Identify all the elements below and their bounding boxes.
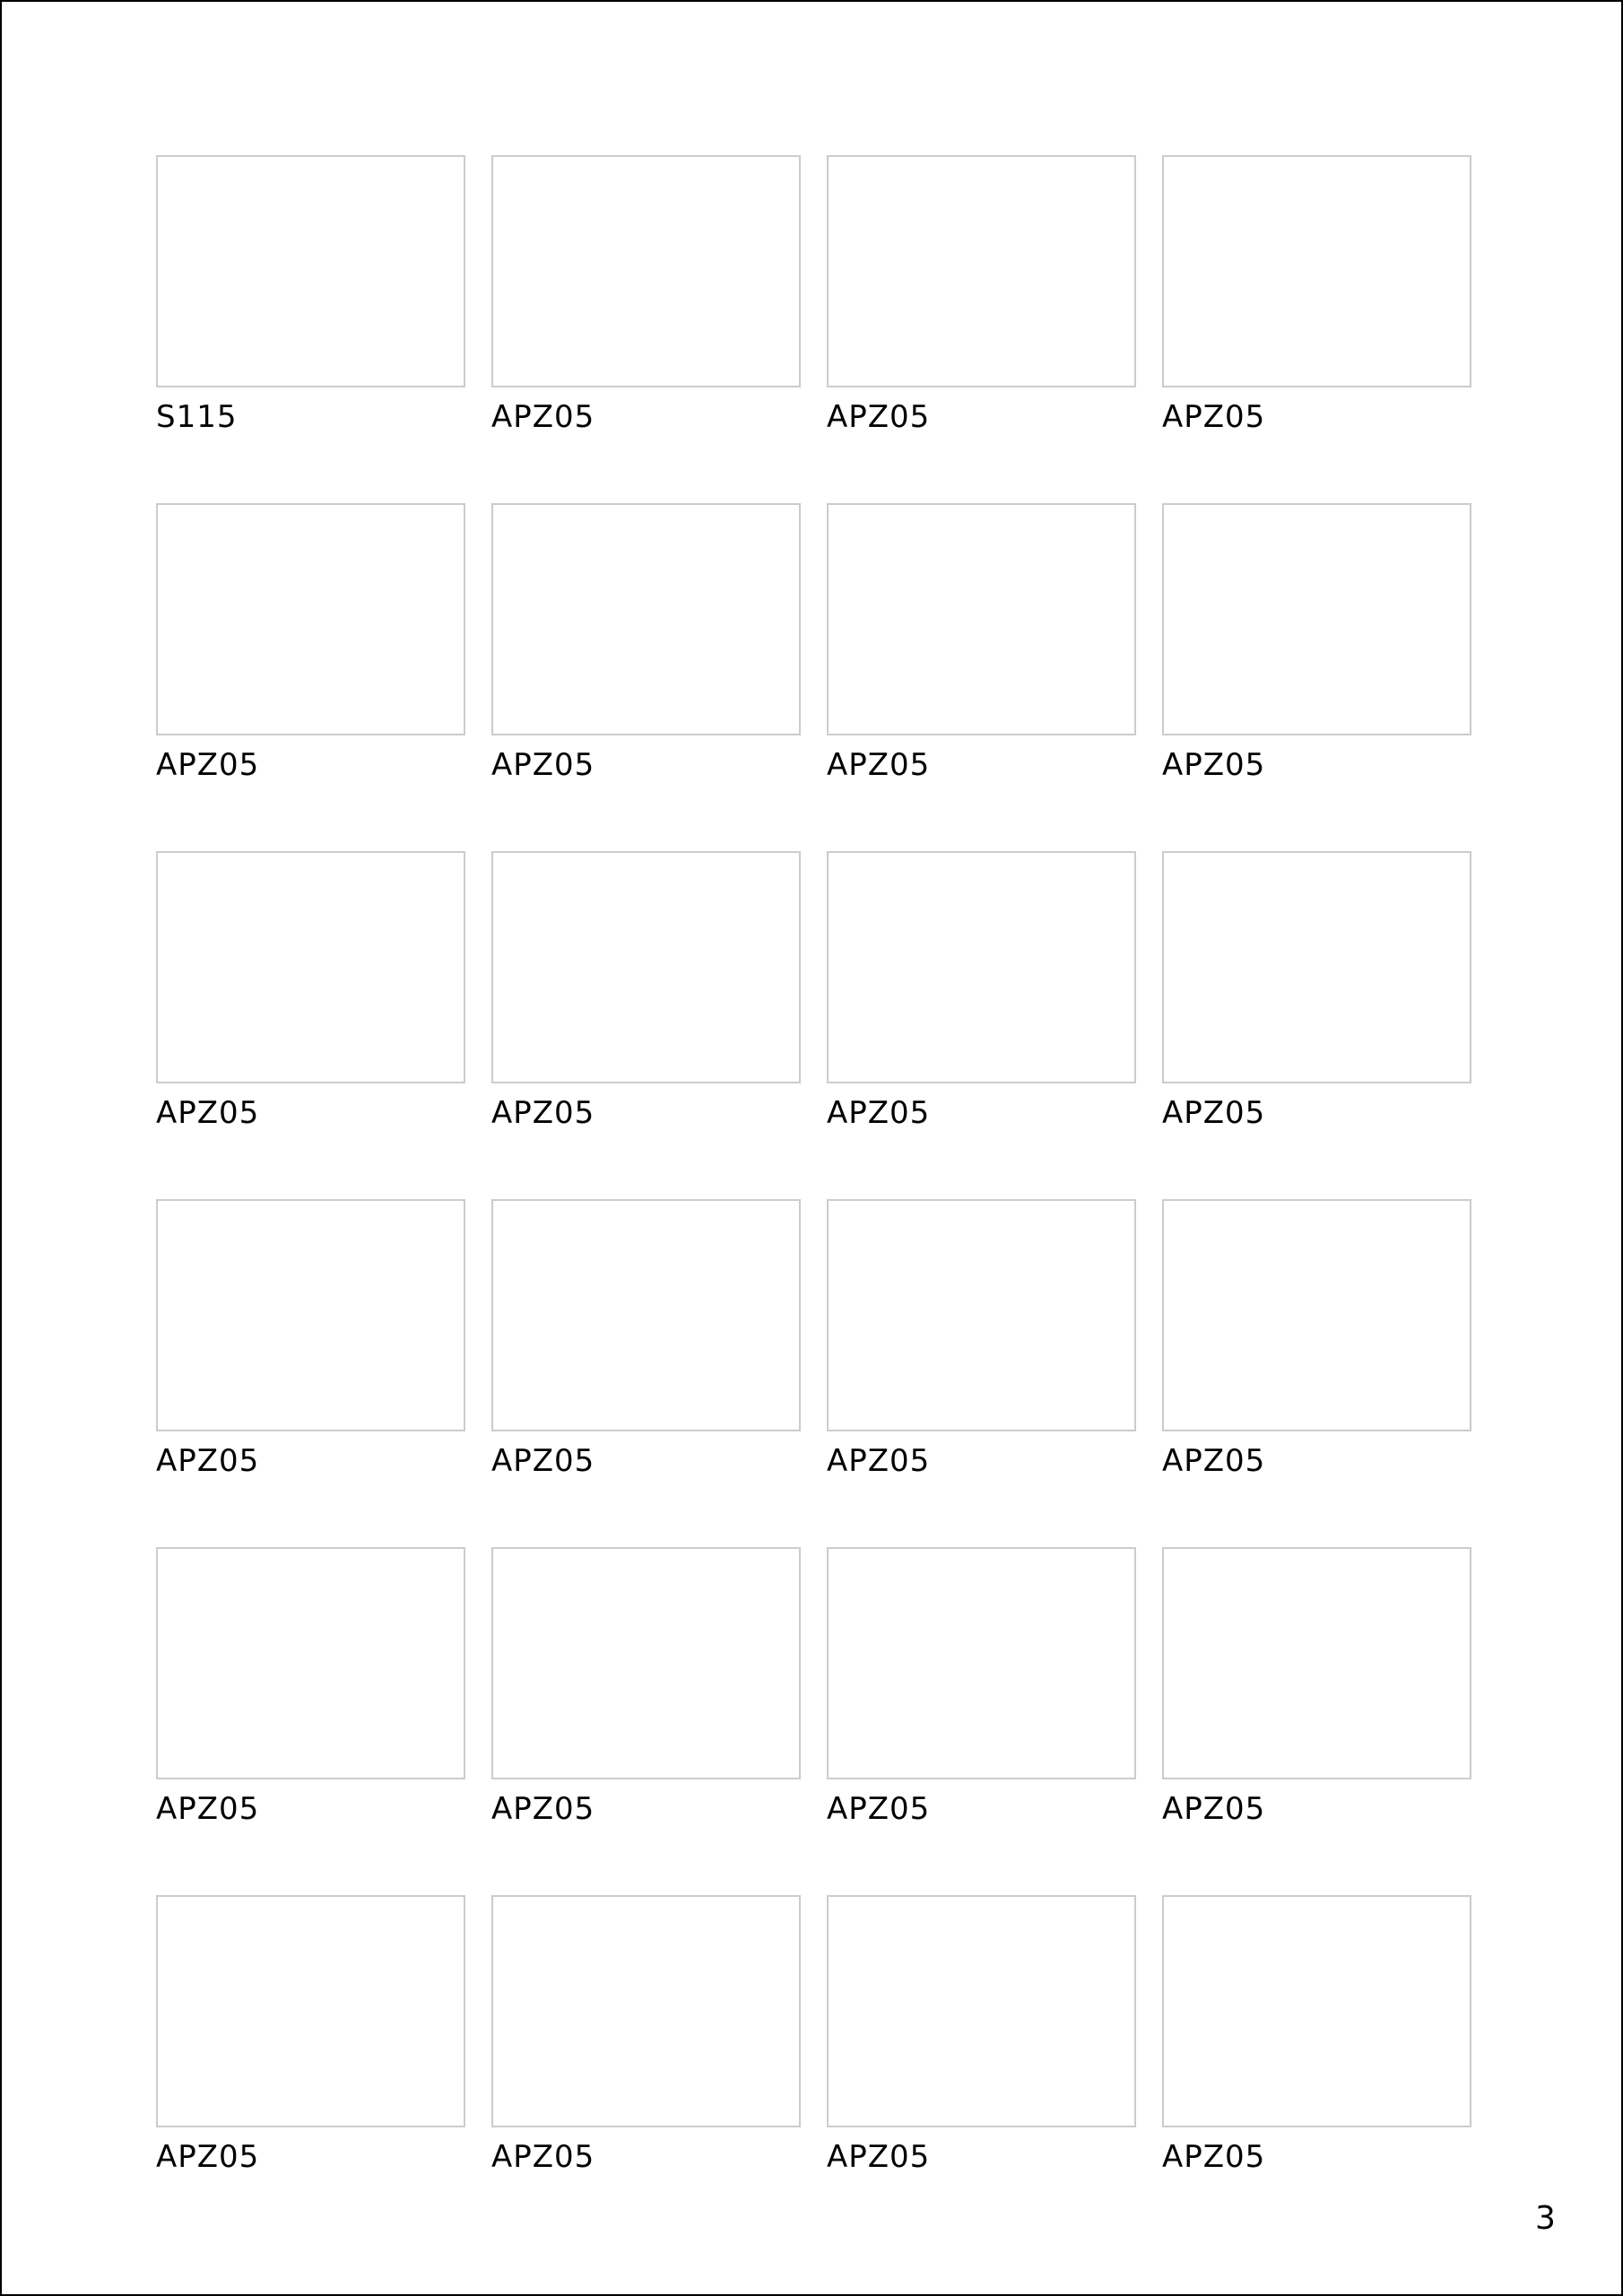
cell-label: APZ05 [827, 747, 931, 783]
grid-cell [827, 503, 1136, 851]
grid-cell [1162, 1199, 1471, 1547]
cell-label: APZ05 [827, 1095, 931, 1131]
image-placeholder [491, 1547, 801, 1779]
image-placeholder [827, 1547, 1136, 1779]
cell-label: APZ05 [491, 399, 595, 435]
image-placeholder [1162, 503, 1471, 735]
grid-cell [491, 1199, 801, 1547]
image-placeholder [827, 851, 1136, 1083]
cell-label: APZ05 [156, 747, 260, 783]
image-placeholder [827, 1199, 1136, 1431]
grid-cell [1162, 1895, 1471, 2243]
cell-label: S115 [156, 399, 238, 435]
image-placeholder [156, 1547, 465, 1779]
image-placeholder [1162, 1199, 1471, 1431]
grid-cell [156, 851, 465, 1199]
grid-cell [491, 1895, 801, 2243]
image-placeholder [491, 851, 801, 1083]
image-placeholder [156, 851, 465, 1083]
image-placeholder [156, 155, 465, 387]
image-placeholder [491, 503, 801, 735]
image-placeholder [827, 503, 1136, 735]
grid-cell [827, 1547, 1136, 1895]
grid-cell [827, 1895, 1136, 2243]
image-placeholder [827, 155, 1136, 387]
grid-cell [1162, 851, 1471, 1199]
cell-label: APZ05 [491, 747, 595, 783]
grid-cell [156, 1199, 465, 1547]
grid-cell [156, 1895, 465, 2243]
cell-label: APZ05 [1162, 399, 1266, 435]
cell-label: APZ05 [1162, 1791, 1266, 1827]
cell-label: APZ05 [156, 1791, 260, 1827]
label-grid [156, 155, 1471, 2243]
grid-cell [491, 503, 801, 851]
image-placeholder [156, 1895, 465, 2127]
image-placeholder [491, 1895, 801, 2127]
image-placeholder [1162, 1547, 1471, 1779]
image-placeholder [156, 1199, 465, 1431]
image-placeholder [1162, 155, 1471, 387]
image-placeholder [827, 1895, 1136, 2127]
cell-label: APZ05 [156, 2139, 260, 2175]
grid-cell [491, 155, 801, 503]
grid-cell [827, 155, 1136, 503]
grid-cell [156, 503, 465, 851]
cell-label: APZ05 [827, 2139, 931, 2175]
grid-cell [827, 851, 1136, 1199]
grid-cell [1162, 503, 1471, 851]
cell-label: APZ05 [827, 1791, 931, 1827]
image-placeholder [491, 155, 801, 387]
image-placeholder [1162, 1895, 1471, 2127]
grid-cell [1162, 1547, 1471, 1895]
grid-cell [156, 155, 465, 503]
cell-label: APZ05 [491, 1095, 595, 1131]
grid-cell [491, 1547, 801, 1895]
grid-cell [827, 1199, 1136, 1547]
cell-label: APZ05 [156, 1095, 260, 1131]
grid-cell [156, 1547, 465, 1895]
cell-label: APZ05 [827, 399, 931, 435]
cell-label: APZ05 [1162, 1443, 1266, 1479]
cell-label: APZ05 [491, 1443, 595, 1479]
image-placeholder [491, 1199, 801, 1431]
grid-cell [491, 851, 801, 1199]
image-placeholder [1162, 851, 1471, 1083]
image-placeholder [156, 503, 465, 735]
cell-label: APZ05 [1162, 2139, 1266, 2175]
cell-label: APZ05 [156, 1443, 260, 1479]
cell-label: APZ05 [491, 1791, 595, 1827]
cell-label: APZ05 [1162, 747, 1266, 783]
cell-label: APZ05 [1162, 1095, 1266, 1131]
cell-label: APZ05 [827, 1443, 931, 1479]
grid-cell [1162, 155, 1471, 503]
cell-label: APZ05 [491, 2139, 595, 2175]
page-number: 3 [1535, 2200, 1556, 2237]
